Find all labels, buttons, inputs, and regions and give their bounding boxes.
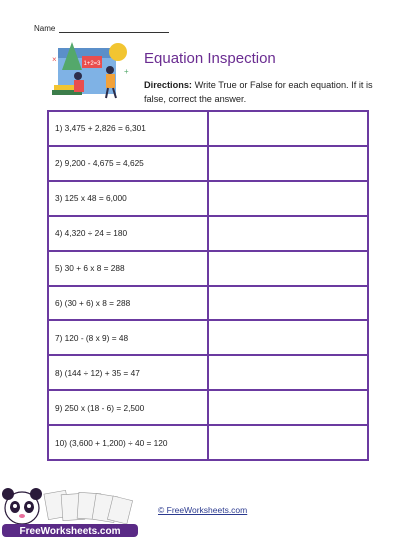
footer-link[interactable]: © FreeWorksheets.com (158, 505, 248, 515)
table-row (49, 217, 367, 252)
directions-text: Write True or False for each equation. If it is false, correct the answer. (144, 80, 373, 104)
table-row (49, 321, 367, 356)
question-cell: 7) 120 - (8 x 9) = 48 (49, 321, 209, 354)
table-row (49, 147, 367, 182)
answer-cell[interactable] (209, 182, 367, 215)
table-row (49, 182, 367, 217)
answer-cell[interactable] (209, 252, 367, 285)
freeworksheets-logo (0, 486, 140, 539)
name-line (59, 24, 169, 33)
question-cell: 1) 3,475 + 2,826 = 6,301 (49, 112, 209, 145)
table-row (49, 426, 367, 459)
answer-cell[interactable] (209, 321, 367, 354)
directions-label: Directions: (144, 80, 192, 90)
table-row (49, 356, 367, 391)
question-cell: 2) 9,200 - 4,675 = 4,625 (49, 147, 209, 180)
directions (144, 78, 380, 106)
question-cell: 9) 250 x (18 - 6) = 2,500 (49, 391, 209, 424)
question-cell: 5) 30 + 6 x 8 = 288 (49, 252, 209, 285)
answer-cell[interactable] (209, 426, 367, 459)
answer-cell[interactable] (209, 112, 367, 145)
question-cell: 10) (3,600 + 1,200) ÷ 40 = 120 (49, 426, 209, 459)
table-row (49, 287, 367, 322)
table-row (49, 112, 367, 147)
logo-text: FreeWorksheets.com (19, 526, 121, 537)
answer-cell[interactable] (209, 217, 367, 250)
svg-text:×: × (52, 55, 57, 64)
page-title: Equation Inspection (144, 50, 276, 67)
answer-cell[interactable] (209, 356, 367, 389)
svg-text:+: + (124, 67, 129, 76)
question-cell: 6) (30 + 6) x 8 = 288 (49, 287, 209, 320)
table-row (49, 391, 367, 426)
answer-cell[interactable] (209, 287, 367, 320)
answer-cell[interactable] (209, 391, 367, 424)
name-label: Name (34, 24, 56, 33)
table-row (49, 252, 367, 287)
name-field (34, 24, 169, 33)
illustration-equation: 1+2=3 (83, 61, 101, 67)
question-cell: 8) (144 ÷ 12) + 35 = 47 (49, 356, 209, 389)
answer-cell[interactable] (209, 147, 367, 180)
question-cell: 4) 4,320 ÷ 24 = 180 (49, 217, 209, 250)
math-illustration (48, 40, 134, 102)
question-cell: 3) 125 x 48 = 6,000 (49, 182, 209, 215)
answer-table (47, 110, 369, 461)
